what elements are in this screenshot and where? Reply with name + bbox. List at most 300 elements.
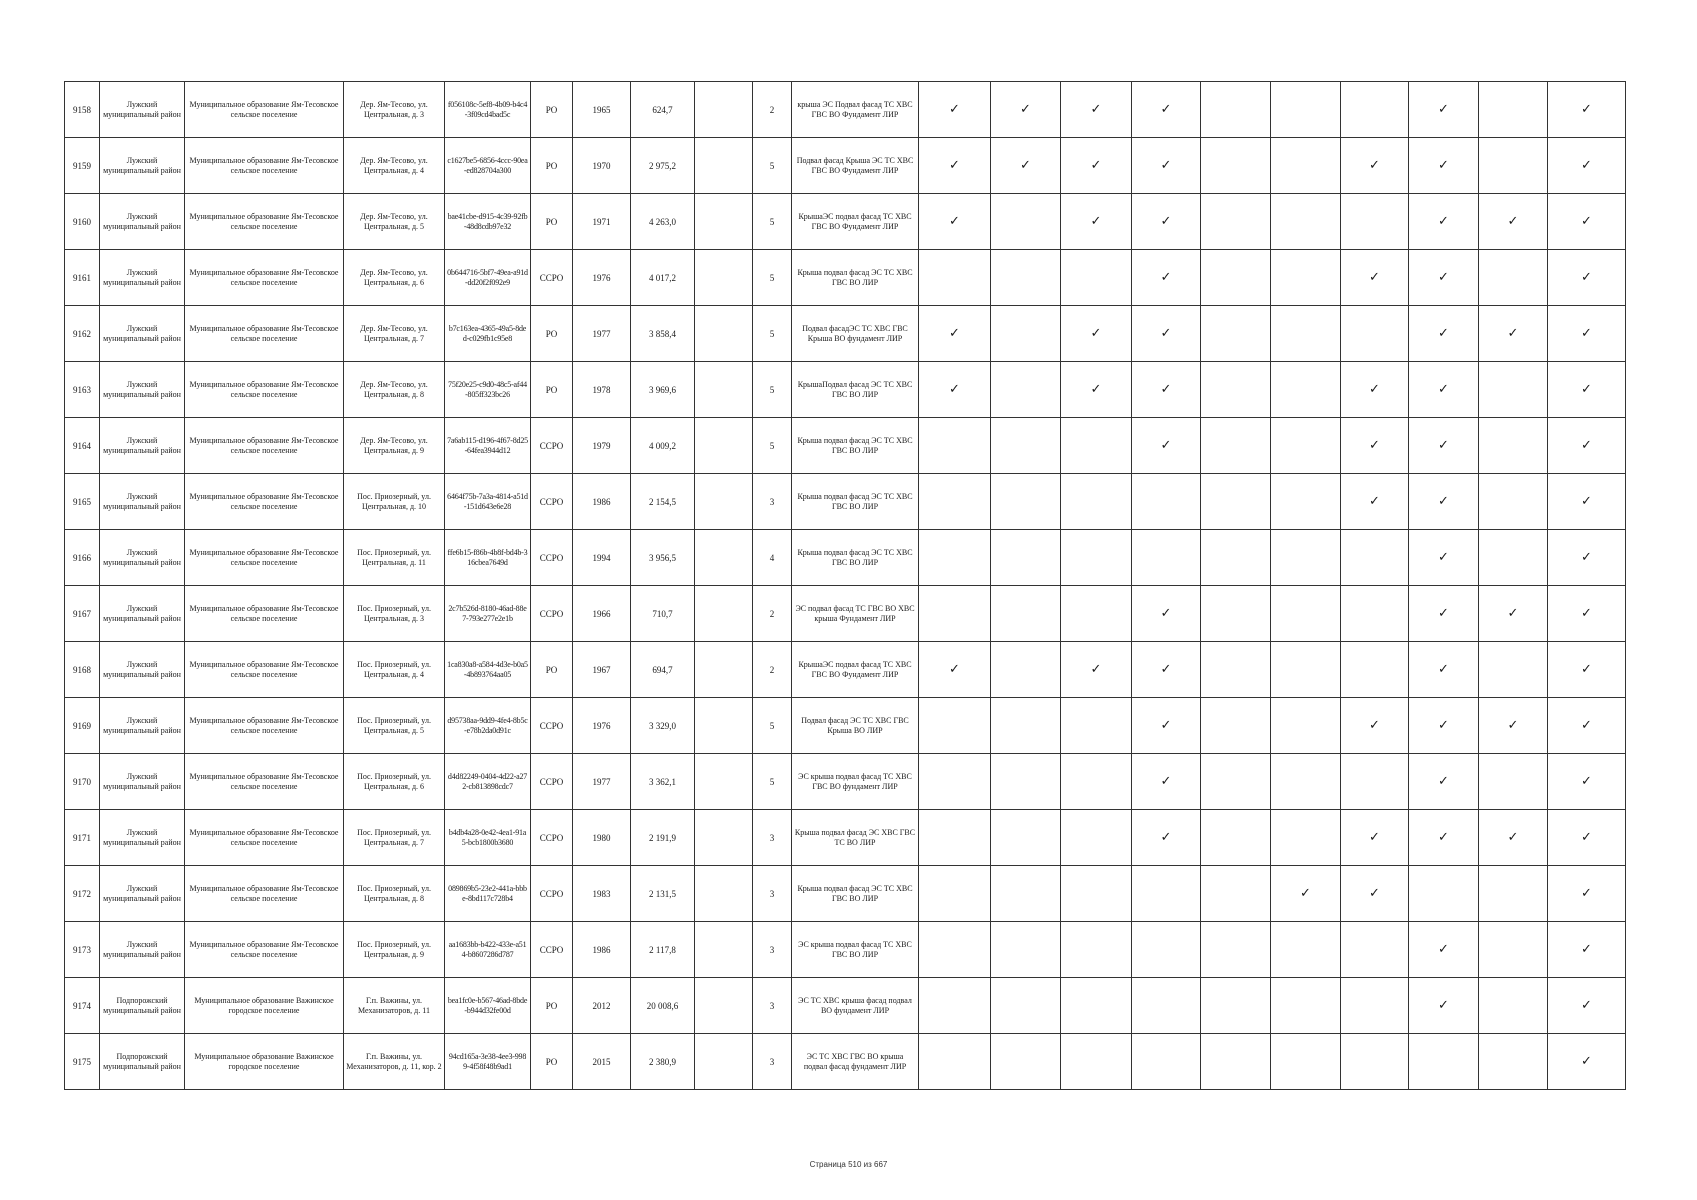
works-list-cell: Крыша подвал фасад ЭС ТС ХВС ГВС ВО ЛИР (792, 418, 919, 474)
build-year-cell: 1979 (573, 418, 631, 474)
empty-check-cell (919, 866, 991, 922)
row-number: 9161 (65, 250, 100, 306)
build-year-cell: 1967 (573, 642, 631, 698)
floors-cell: 3 (753, 866, 792, 922)
floors-cell: 5 (753, 698, 792, 754)
district-cell: Лужский муниципальный район (100, 586, 185, 642)
empty-check-cell (1341, 978, 1409, 1034)
empty-check-cell (991, 418, 1061, 474)
empty-check-cell (1271, 362, 1341, 418)
checkmark-icon: ✓ (1548, 362, 1626, 418)
municipality-cell: Муниципальное образование Ям-Тесовское сельское поселение (185, 306, 344, 362)
empty-check-cell (1201, 530, 1271, 586)
build-year-cell: 1977 (573, 754, 631, 810)
address-cell: Г.п. Важины, ул. Механизаторов, д. 11 (344, 978, 445, 1034)
housing-register-table (64, 81, 1626, 1090)
empty-check-cell (1061, 866, 1132, 922)
area-cell: 20 008,6 (631, 978, 695, 1034)
checkmark-icon: ✓ (1409, 418, 1479, 474)
empty-check-cell (991, 978, 1061, 1034)
empty-check-cell (919, 586, 991, 642)
fund-type-cell: ССРО (531, 754, 573, 810)
checkmark-icon: ✓ (1409, 82, 1479, 138)
checkmark-icon: ✓ (1409, 306, 1479, 362)
empty-cell (695, 586, 753, 642)
fund-type-cell: РО (531, 306, 573, 362)
address-cell: Пос. Приозерный, ул. Центральная, д. 9 (344, 922, 445, 978)
building-uuid-cell: c1627be5-6856-4ccc-90ea-ed828704a300 (445, 138, 531, 194)
empty-check-cell (1479, 82, 1548, 138)
municipality-cell: Муниципальное образование Ям-Тесовское сельское поселение (185, 866, 344, 922)
empty-check-cell (1271, 586, 1341, 642)
empty-check-cell (1271, 474, 1341, 530)
empty-check-cell (1479, 474, 1548, 530)
checkmark-icon: ✓ (1548, 922, 1626, 978)
empty-check-cell (1201, 474, 1271, 530)
empty-check-cell (1201, 138, 1271, 194)
checkmark-icon: ✓ (919, 306, 991, 362)
checkmark-icon: ✓ (919, 642, 991, 698)
build-year-cell: 1970 (573, 138, 631, 194)
floors-cell: 2 (753, 82, 792, 138)
district-cell: Подпорожский муниципальный район (100, 1034, 185, 1090)
checkmark-icon: ✓ (1479, 194, 1548, 250)
empty-check-cell (1271, 810, 1341, 866)
empty-check-cell (991, 866, 1061, 922)
build-year-cell: 1966 (573, 586, 631, 642)
fund-type-cell: РО (531, 194, 573, 250)
empty-check-cell (1061, 810, 1132, 866)
checkmark-icon: ✓ (1341, 810, 1409, 866)
area-cell: 4 263,0 (631, 194, 695, 250)
municipality-cell: Муниципальное образование Ям-Тесовское сельское поселение (185, 82, 344, 138)
empty-check-cell (1271, 922, 1341, 978)
fund-type-cell: ССРО (531, 922, 573, 978)
area-cell: 3 956,5 (631, 530, 695, 586)
empty-check-cell (1479, 922, 1548, 978)
district-cell: Лужский муниципальный район (100, 194, 185, 250)
checkmark-icon: ✓ (1409, 922, 1479, 978)
works-list-cell: ЭС крыша подвал фасад ТС ХВС ГВС ВО фундамент ЛИР (792, 754, 919, 810)
municipality-cell: Муниципальное образование Ям-Тесовское сельское поселение (185, 642, 344, 698)
checkmark-icon: ✓ (1548, 474, 1626, 530)
page-number: Страница 510 из 667 (809, 1160, 888, 1169)
empty-check-cell (1479, 418, 1548, 474)
empty-check-cell (919, 250, 991, 306)
checkmark-icon: ✓ (919, 194, 991, 250)
empty-check-cell (919, 418, 991, 474)
municipality-cell: Муниципальное образование Важинское городское поселение (185, 1034, 344, 1090)
checkmark-icon: ✓ (1341, 698, 1409, 754)
row-number: 9164 (65, 418, 100, 474)
works-list-cell: Крыша подвал фасад ЭС ТС ХВС ГВС ВО ЛИР (792, 250, 919, 306)
checkmark-icon: ✓ (1409, 250, 1479, 306)
address-cell: Пос. Приозерный, ул. Центральная, д. 4 (344, 642, 445, 698)
district-cell: Лужский муниципальный район (100, 82, 185, 138)
empty-check-cell (1271, 1034, 1341, 1090)
checkmark-icon: ✓ (1132, 810, 1201, 866)
checkmark-icon: ✓ (1409, 698, 1479, 754)
checkmark-icon: ✓ (1548, 418, 1626, 474)
checkmark-icon: ✓ (1548, 1034, 1626, 1090)
checkmark-icon: ✓ (1132, 306, 1201, 362)
floors-cell: 5 (753, 362, 792, 418)
row-number: 9166 (65, 530, 100, 586)
table-row (65, 306, 1626, 362)
empty-cell (695, 922, 753, 978)
checkmark-icon: ✓ (1132, 698, 1201, 754)
checkmark-icon: ✓ (1132, 138, 1201, 194)
empty-cell (695, 866, 753, 922)
building-uuid-cell: 6464f75b-7a3a-4814-a51d-151d643e6e28 (445, 474, 531, 530)
works-list-cell: ЭС ТС ХВС крыша фасад подвал ВО фундамент ЛИР (792, 978, 919, 1034)
municipality-cell: Муниципальное образование Ям-Тесовское сельское поселение (185, 250, 344, 306)
empty-check-cell (1132, 978, 1201, 1034)
row-number: 9172 (65, 866, 100, 922)
table-row (65, 530, 1626, 586)
empty-cell (695, 418, 753, 474)
empty-check-cell (991, 306, 1061, 362)
district-cell: Лужский муниципальный район (100, 530, 185, 586)
empty-cell (695, 978, 753, 1034)
empty-check-cell (1409, 1034, 1479, 1090)
fund-type-cell: ССРО (531, 530, 573, 586)
building-uuid-cell: f056108c-5ef8-4b09-b4c4-3f09cd4bad5c (445, 82, 531, 138)
checkmark-icon: ✓ (1479, 586, 1548, 642)
checkmark-icon: ✓ (1061, 362, 1132, 418)
checkmark-icon: ✓ (1409, 586, 1479, 642)
empty-check-cell (1061, 250, 1132, 306)
fund-type-cell: РО (531, 362, 573, 418)
fund-type-cell: РО (531, 1034, 573, 1090)
checkmark-icon: ✓ (1548, 754, 1626, 810)
empty-check-cell (919, 978, 991, 1034)
address-cell: Дер. Ям-Тесово, ул. Центральная, д. 9 (344, 418, 445, 474)
empty-check-cell (919, 530, 991, 586)
building-uuid-cell: bea1fc0e-b567-46ad-8bde-b944d32fe00d (445, 978, 531, 1034)
address-cell: Дер. Ям-Тесово, ул. Центральная, д. 5 (344, 194, 445, 250)
empty-check-cell (1061, 754, 1132, 810)
row-number: 9173 (65, 922, 100, 978)
checkmark-icon: ✓ (1132, 194, 1201, 250)
row-number: 9167 (65, 586, 100, 642)
empty-cell (695, 138, 753, 194)
municipality-cell: Муниципальное образование Ям-Тесовское сельское поселение (185, 922, 344, 978)
empty-check-cell (1479, 978, 1548, 1034)
empty-check-cell (1061, 586, 1132, 642)
checkmark-icon: ✓ (1132, 250, 1201, 306)
fund-type-cell: ССРО (531, 418, 573, 474)
empty-check-cell (1479, 642, 1548, 698)
empty-check-cell (1201, 642, 1271, 698)
checkmark-icon: ✓ (1341, 138, 1409, 194)
fund-type-cell: РО (531, 642, 573, 698)
municipality-cell: Муниципальное образование Ям-Тесовское сельское поселение (185, 194, 344, 250)
address-cell: Пос. Приозерный, ул. Центральная, д. 5 (344, 698, 445, 754)
empty-check-cell (1201, 810, 1271, 866)
checkmark-icon: ✓ (1341, 474, 1409, 530)
build-year-cell: 1978 (573, 362, 631, 418)
fund-type-cell: РО (531, 978, 573, 1034)
floors-cell: 5 (753, 418, 792, 474)
building-uuid-cell: ffe6b15-f86b-4b8f-bd4b-316cbea7649d (445, 530, 531, 586)
works-list-cell: крыша ЭС Подвал фасад ТС ХВС ГВС ВО Фундамент ЛИР (792, 82, 919, 138)
checkmark-icon: ✓ (1479, 306, 1548, 362)
empty-check-cell (1201, 866, 1271, 922)
empty-check-cell (1479, 754, 1548, 810)
address-cell: Пос. Приозерный, ул. Центральная, д. 11 (344, 530, 445, 586)
empty-cell (695, 250, 753, 306)
building-uuid-cell: b4db4a28-0e42-4ea1-91a5-bcb1800b3680 (445, 810, 531, 866)
row-number: 9162 (65, 306, 100, 362)
empty-check-cell (1271, 698, 1341, 754)
row-number: 9169 (65, 698, 100, 754)
fund-type-cell: ССРО (531, 250, 573, 306)
building-uuid-cell: d95738aa-9dd9-4fe4-8b5c-e78b2da0d91c (445, 698, 531, 754)
row-number: 9158 (65, 82, 100, 138)
empty-check-cell (1061, 978, 1132, 1034)
table-row (65, 362, 1626, 418)
empty-cell (695, 1034, 753, 1090)
checkmark-icon: ✓ (1548, 306, 1626, 362)
empty-check-cell (991, 586, 1061, 642)
build-year-cell: 1980 (573, 810, 631, 866)
floors-cell: 5 (753, 250, 792, 306)
checkmark-icon: ✓ (1132, 754, 1201, 810)
works-list-cell: Крыша подвал фасад ЭС ТС ХВС ГВС ВО ЛИР (792, 474, 919, 530)
table-row (65, 474, 1626, 530)
checkmark-icon: ✓ (1409, 362, 1479, 418)
empty-check-cell (919, 1034, 991, 1090)
area-cell: 3 362,1 (631, 754, 695, 810)
checkmark-icon: ✓ (1061, 306, 1132, 362)
floors-cell: 5 (753, 138, 792, 194)
checkmark-icon: ✓ (1548, 250, 1626, 306)
floors-cell: 3 (753, 978, 792, 1034)
empty-check-cell (1201, 978, 1271, 1034)
empty-check-cell (1479, 138, 1548, 194)
empty-check-cell (991, 194, 1061, 250)
area-cell: 4 017,2 (631, 250, 695, 306)
empty-check-cell (1341, 530, 1409, 586)
empty-check-cell (1479, 530, 1548, 586)
address-cell: Пос. Приозерный, ул. Центральная, д. 8 (344, 866, 445, 922)
district-cell: Лужский муниципальный район (100, 418, 185, 474)
works-list-cell: Подвал фасад ЭС ТС ХВС ГВС Крыша ВО ЛИР (792, 698, 919, 754)
empty-check-cell (1061, 418, 1132, 474)
empty-check-cell (1061, 1034, 1132, 1090)
works-list-cell: Подвал фасад Крыша ЭС ТС ХВС ГВС ВО Фундамент ЛИР (792, 138, 919, 194)
building-uuid-cell: 7a6ab115-d196-4f67-8d25-64fea3944d12 (445, 418, 531, 474)
address-cell: Дер. Ям-Тесово, ул. Центральная, д. 7 (344, 306, 445, 362)
floors-cell: 2 (753, 642, 792, 698)
works-list-cell: ЭС крыша подвал фасад ТС ХВС ГВС ВО ЛИР (792, 922, 919, 978)
building-uuid-cell: 1ca830a8-a584-4d3e-b0a5-4b893764aa05 (445, 642, 531, 698)
empty-check-cell (1341, 586, 1409, 642)
fund-type-cell: ССРО (531, 586, 573, 642)
building-uuid-cell: 089869b5-23e2-441a-bbbe-8bd117c728b4 (445, 866, 531, 922)
checkmark-icon: ✓ (1132, 418, 1201, 474)
empty-check-cell (991, 922, 1061, 978)
row-number: 9160 (65, 194, 100, 250)
checkmark-icon: ✓ (1409, 754, 1479, 810)
municipality-cell: Муниципальное образование Ям-Тесовское сельское поселение (185, 810, 344, 866)
area-cell: 2 380,9 (631, 1034, 695, 1090)
empty-check-cell (991, 530, 1061, 586)
checkmark-icon: ✓ (1548, 810, 1626, 866)
floors-cell: 3 (753, 810, 792, 866)
empty-cell (695, 306, 753, 362)
floors-cell: 5 (753, 306, 792, 362)
empty-check-cell (1132, 474, 1201, 530)
municipality-cell: Муниципальное образование Ям-Тесовское сельское поселение (185, 698, 344, 754)
checkmark-icon: ✓ (1271, 866, 1341, 922)
empty-check-cell (1132, 922, 1201, 978)
municipality-cell: Муниципальное образование Ям-Тесовское сельское поселение (185, 530, 344, 586)
floors-cell: 3 (753, 922, 792, 978)
checkmark-icon: ✓ (1548, 698, 1626, 754)
build-year-cell: 1976 (573, 698, 631, 754)
address-cell: Дер. Ям-Тесово, ул. Центральная, д. 3 (344, 82, 445, 138)
fund-type-cell: РО (531, 82, 573, 138)
area-cell: 3 329,0 (631, 698, 695, 754)
building-uuid-cell: aa1683bb-b422-433e-a514-b8607286d787 (445, 922, 531, 978)
district-cell: Лужский муниципальный район (100, 250, 185, 306)
checkmark-icon: ✓ (1548, 586, 1626, 642)
checkmark-icon: ✓ (919, 362, 991, 418)
table-row (65, 138, 1626, 194)
district-cell: Лужский муниципальный район (100, 922, 185, 978)
empty-check-cell (1341, 642, 1409, 698)
empty-check-cell (1201, 306, 1271, 362)
build-year-cell: 2015 (573, 1034, 631, 1090)
build-year-cell: 1986 (573, 474, 631, 530)
checkmark-icon: ✓ (1409, 530, 1479, 586)
empty-check-cell (1201, 922, 1271, 978)
empty-cell (695, 810, 753, 866)
empty-check-cell (1409, 866, 1479, 922)
empty-check-cell (1201, 82, 1271, 138)
address-cell: Пос. Приозерный, ул. Центральная, д. 10 (344, 474, 445, 530)
fund-type-cell: ССРО (531, 866, 573, 922)
district-cell: Лужский муниципальный район (100, 698, 185, 754)
checkmark-icon: ✓ (1548, 82, 1626, 138)
empty-check-cell (1132, 530, 1201, 586)
empty-cell (695, 530, 753, 586)
checkmark-icon: ✓ (1132, 82, 1201, 138)
floors-cell: 5 (753, 754, 792, 810)
checkmark-icon: ✓ (1409, 810, 1479, 866)
checkmark-icon: ✓ (1409, 138, 1479, 194)
empty-check-cell (1271, 418, 1341, 474)
empty-check-cell (1132, 866, 1201, 922)
empty-check-cell (1341, 754, 1409, 810)
empty-check-cell (1341, 306, 1409, 362)
area-cell: 2 131,5 (631, 866, 695, 922)
empty-check-cell (1271, 138, 1341, 194)
empty-check-cell (1201, 1034, 1271, 1090)
works-list-cell: ЭС подвал фасад ТС ГВС ВО ХВС крыша Фундамент ЛИР (792, 586, 919, 642)
empty-check-cell (1201, 250, 1271, 306)
empty-check-cell (1271, 642, 1341, 698)
empty-check-cell (1201, 698, 1271, 754)
empty-check-cell (919, 698, 991, 754)
row-number: 9174 (65, 978, 100, 1034)
empty-check-cell (991, 698, 1061, 754)
checkmark-icon: ✓ (1132, 362, 1201, 418)
empty-check-cell (1201, 194, 1271, 250)
area-cell: 3 858,4 (631, 306, 695, 362)
build-year-cell: 1971 (573, 194, 631, 250)
empty-check-cell (1341, 922, 1409, 978)
empty-check-cell (1201, 418, 1271, 474)
empty-check-cell (1201, 754, 1271, 810)
table-row (65, 586, 1626, 642)
floors-cell: 3 (753, 1034, 792, 1090)
empty-check-cell (1271, 250, 1341, 306)
municipality-cell: Муниципальное образование Ям-Тесовское сельское поселение (185, 754, 344, 810)
checkmark-icon: ✓ (1409, 978, 1479, 1034)
works-list-cell: КрышаЭС подвал фасад ТС ХВС ГВС ВО Фундамент ЛИР (792, 194, 919, 250)
row-number: 9168 (65, 642, 100, 698)
empty-check-cell (919, 754, 991, 810)
table-row (65, 82, 1626, 138)
checkmark-icon: ✓ (1409, 194, 1479, 250)
building-uuid-cell: d4d82249-0404-4d22-a272-cb813898cdc7 (445, 754, 531, 810)
empty-check-cell (1061, 530, 1132, 586)
empty-check-cell (1201, 586, 1271, 642)
row-number: 9175 (65, 1034, 100, 1090)
checkmark-icon: ✓ (919, 138, 991, 194)
area-cell: 3 969,6 (631, 362, 695, 418)
checkmark-icon: ✓ (1409, 642, 1479, 698)
checkmark-icon: ✓ (1061, 82, 1132, 138)
table-row (65, 922, 1626, 978)
works-list-cell: КрышаЭС подвал фасад ТС ХВС ГВС ВО Фундамент ЛИР (792, 642, 919, 698)
checkmark-icon: ✓ (1061, 194, 1132, 250)
build-year-cell: 1986 (573, 922, 631, 978)
district-cell: Лужский муниципальный район (100, 474, 185, 530)
building-uuid-cell: 94cd165a-3e38-4ee3-9989-4f58f48b9ad1 (445, 1034, 531, 1090)
area-cell: 2 975,2 (631, 138, 695, 194)
empty-check-cell (919, 474, 991, 530)
table-row (65, 250, 1626, 306)
empty-check-cell (991, 362, 1061, 418)
area-cell: 710,7 (631, 586, 695, 642)
empty-check-cell (1341, 1034, 1409, 1090)
checkmark-icon: ✓ (1479, 698, 1548, 754)
checkmark-icon: ✓ (1479, 810, 1548, 866)
address-cell: Г.п. Важины, ул. Механизаторов, д. 11, кор. 2 (344, 1034, 445, 1090)
checkmark-icon: ✓ (1341, 418, 1409, 474)
empty-check-cell (1271, 82, 1341, 138)
fund-type-cell: ССРО (531, 474, 573, 530)
table-row (65, 698, 1626, 754)
empty-check-cell (1271, 530, 1341, 586)
address-cell: Пос. Приозерный, ул. Центральная, д. 7 (344, 810, 445, 866)
works-list-cell: КрышаПодвал фасад ЭС ТС ХВС ГВС ВО ЛИР (792, 362, 919, 418)
table-row (65, 754, 1626, 810)
empty-check-cell (1271, 194, 1341, 250)
row-number: 9171 (65, 810, 100, 866)
build-year-cell: 1965 (573, 82, 631, 138)
address-cell: Пос. Приозерный, ул. Центральная, д. 3 (344, 586, 445, 642)
checkmark-icon: ✓ (1341, 250, 1409, 306)
checkmark-icon: ✓ (1132, 642, 1201, 698)
empty-cell (695, 82, 753, 138)
checkmark-icon: ✓ (1548, 978, 1626, 1034)
empty-check-cell (1271, 306, 1341, 362)
